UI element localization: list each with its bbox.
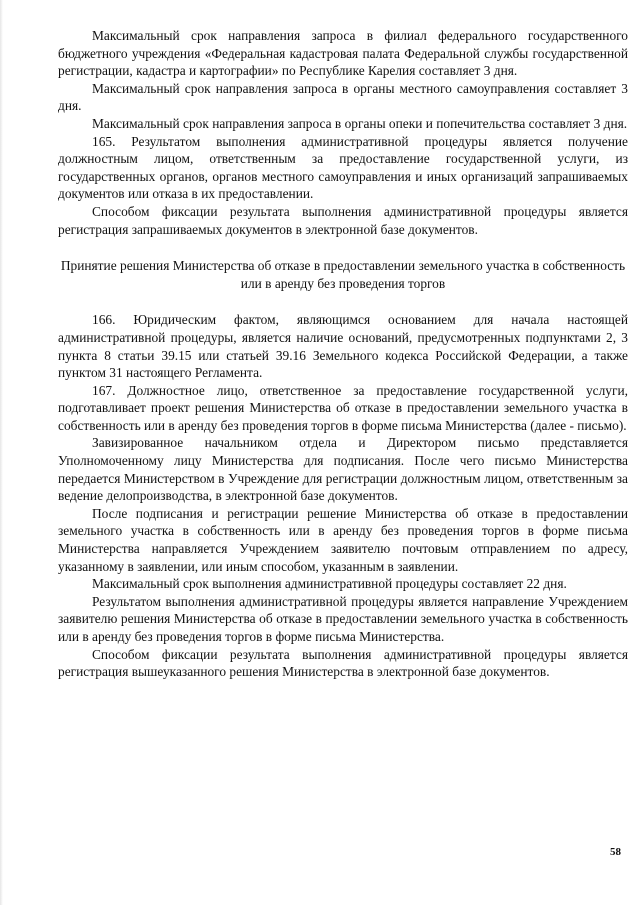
paragraph-signing: Завизированное начальником отдела и Директором письмо представляется Уполномоченному лицу Министерства для подписания. После чего письмо Министерства передается Министерством в Учреждение для регистрации должностным лицом, ответственным за ведение делопроизводства, в электронной базе документов. xyxy=(58,435,628,504)
document-body xyxy=(58,27,628,681)
paragraph-167: 167. Должностное лицо, ответственное за предоставление государственной услуги, подготавливает проект решения Министерства об отказе в предоставлении земельного участка в собственность или в аренду без проведения торгов в форме письма Министерства (далее - письмо). xyxy=(58,382,628,433)
paragraph-result: Результатом выполнения административной процедуры является направление Учреждением заявителю решения Министерства об отказе в предоставлении земельного участка в собственность или в аренду без проведения торгов в форме письма Министерства. xyxy=(58,593,628,644)
paragraph-result-fixation: Способом фиксации результата выполнения административной процедуры является регистрация вышеуказанного решения Министерства в электронной базе документов. xyxy=(58,646,628,680)
paragraph-sending: После подписания и регистрации решение Министерства об отказе в предоставлении земельного участка в собственность или в аренду без проведения торгов в форме письма Министерства направляется Учреждением заявителю почтовым отправлением по адресу, указанному в заявлении, или иным способом, указанным в заявлении. xyxy=(58,505,628,574)
paragraph-165: 165. Результатом выполнения административной процедуры является получение должностным лицом, ответственным за предоставление государственной услуги, из государственных органов, органов местного самоуправления и иных организаций запрашиваемых документов или отказа в их предоставлении. xyxy=(58,133,628,202)
paragraph-fixation-method: Способом фиксации результата выполнения административной процедуры является регистрация запрашиваемых документов в электронной базе документов. xyxy=(58,203,628,237)
page-number: 58 xyxy=(610,846,621,858)
scan-edge-shadow xyxy=(0,0,3,905)
paragraph-166: 166. Юридическим фактом, являющимся основанием для начала настоящей административной процедуры, является наличие оснований, предусмотренных подпунктами 2, 3 пункта 8 статьи 39.15 или статьей 39.16 Земельного кодекса Российской Федерации, а также пунктом 31 настоящего Регламента. xyxy=(58,312,628,381)
section-heading: Принятие решения Министерства об отказе в предоставлении земельного участка в собственность или в аренду без проведения торгов xyxy=(60,258,626,291)
paragraph-local-gov-deadline: Максимальный срок направления запроса в органы местного самоуправления составляет 3 дня. xyxy=(58,80,628,114)
paragraph-kadastr-deadline: Максимальный срок направления запроса в филиал федерального государственного бюджетного учреждения «Федеральная кадастровая палата Федеральной службы государственной регистрации, кадастра и картографии» по Республике Карелия составляет 3 дня. xyxy=(58,28,628,79)
paragraph-guardianship-deadline: Максимальный срок направления запроса в органы опеки и попечительства составляет 3 дня. xyxy=(92,115,628,131)
paragraph-max-deadline: Максимальный срок выполнения административной процедуры составляет 22 дня. xyxy=(92,576,567,592)
